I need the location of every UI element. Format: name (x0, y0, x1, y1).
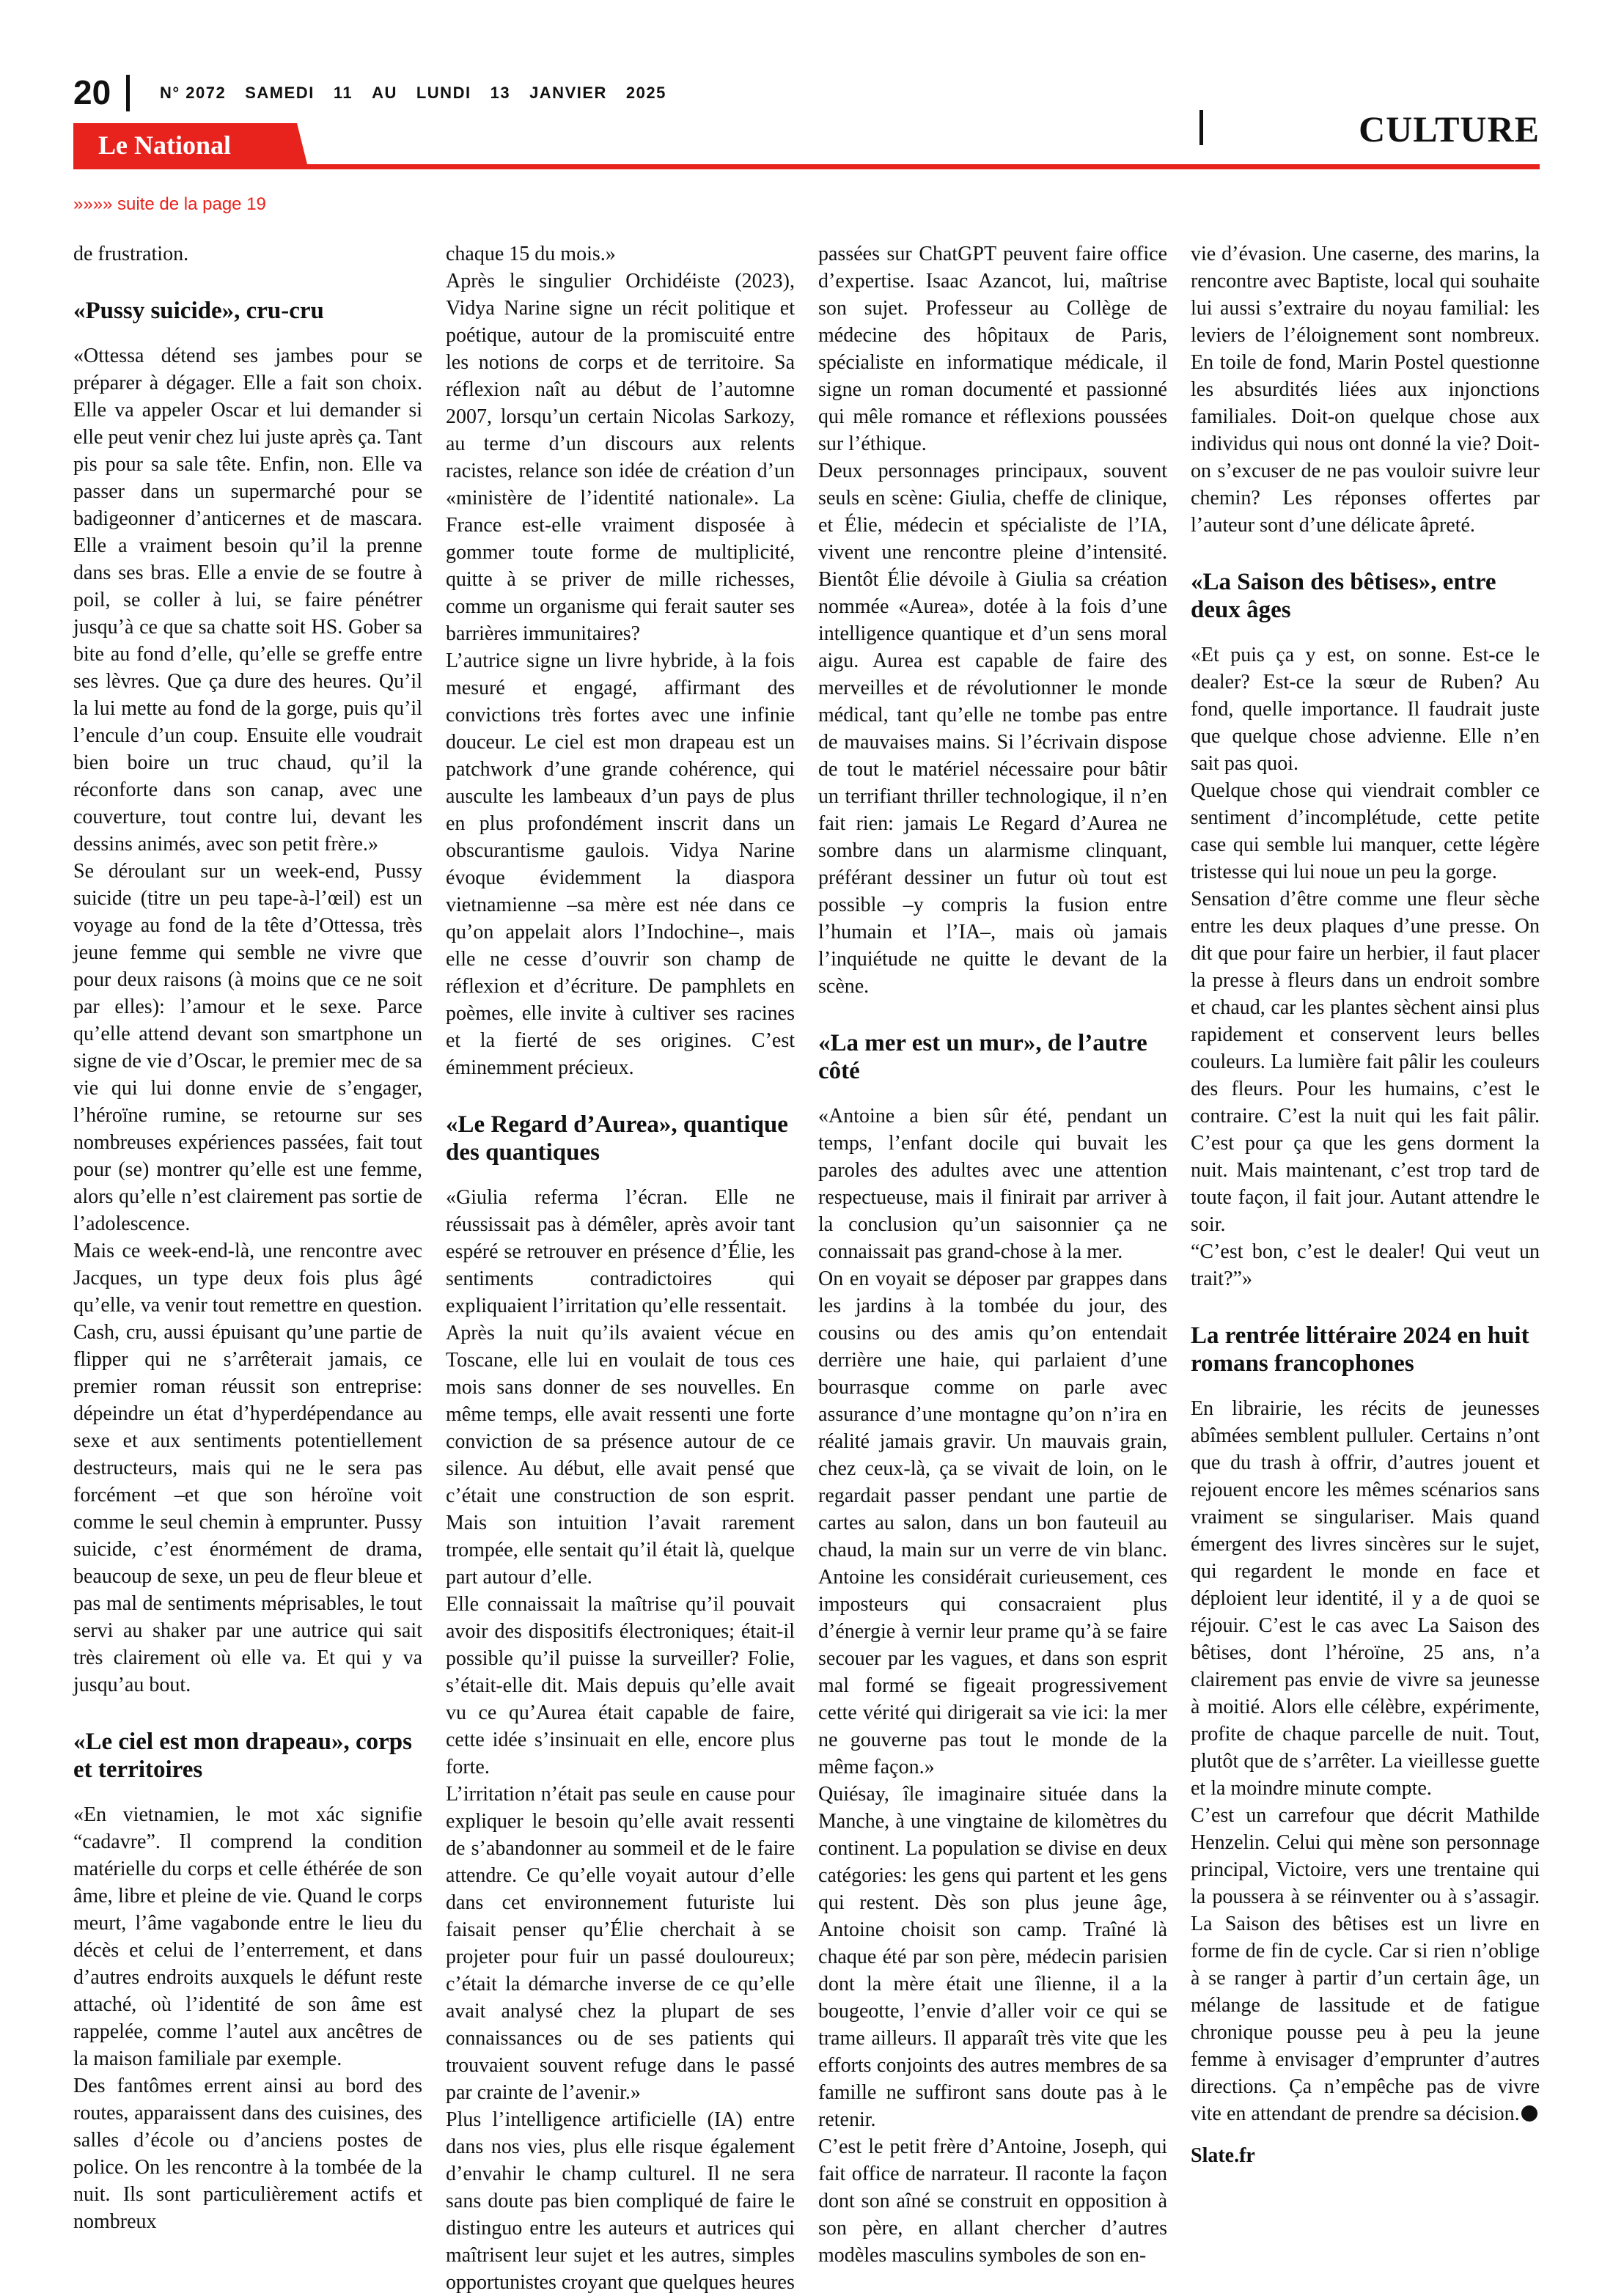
paragraph: vie d’évasion. Une caserne, des marins, la rencontre avec Baptiste, local qui souhaite lui aussi s’extraire du noyau familial: les leviers de l’éloignement sont nombreux. En toile de fond, Marin Postel questionne les absurdités liées aux injonctions familiales. Doit-on quelque chose aux individus qui nous ont donné la vie? Doit-on s’excuser de ne pas vouloir suivre leur chemin? Les réponses offertes par l’auteur sont d’une délicate âpreté. (1191, 243, 1540, 537)
issue-date-line (160, 82, 686, 104)
paragraph: L’irritation n’était pas seule en cause pour expliquer le besoin qu’elle avait ressenti de s’abandonner au sommeil et de le faire attendre. Ce qu’elle voyait autour d’elle dans cet environnement futuriste lui faisait penser qu’Élie cherchait à se projeter pour fuir un passé douloureux; c’était la démarche inverse de ce qu’elle avait analysé chez la plupart de ses connaissances ou de ses patients qui trouvaient souvent refuge dans le passé par crainte de l’avenir.» (446, 1783, 795, 2104)
paragraph: Quiésay, île imaginaire située dans la Manche, à une vingtaine de kilomètres du continent. La population se divise en deux catégories: les gens qui partent et les gens qui restent. Dès son plus jeune âge, Antoine choisit son camp. Traîné là chaque été par son père, médecin parisien dont la mère était une îlienne, il a la bougeotte, l’envie d’aller voir ce qui se trame ailleurs. Il apparaît très vite que les efforts conjoints des autres membres de sa famille ne suffiront sans doute pas à le retenir. (818, 1783, 1167, 2131)
paragraph: passées sur ChatGPT peuvent faire office d’expertise. Isaac Azancot, lui, maîtrise son sujet. Professeur au Collège de médecine des hôpitaux de Paris, spécialiste en informatique médicale, il signe un roman documenté et passionné qui mêle romance et réflexions poussées sur l’éthique. (818, 243, 1167, 455)
paragraph: chaque 15 du mois.» (446, 243, 616, 265)
brand-name: Le National (98, 130, 232, 160)
paragraph: C’est le petit frère d’Antoine, Joseph, qui fait office de narrateur. Il raconte la façon dont son aîné se construit en opposition à son père, en allant chercher d’autres modèles masculins symboles de son en- (818, 2135, 1167, 2267)
paragraph-text: C’est un carrefour que décrit Mathilde Henzelin. Celui qui mène son personnage principal, Victoire, vers une trentaine qui la poussera à se réinventer ou à s’assagir. La Saison des bêtises est un livre en forme de fin de cycle. Car si rien n’oblige à se ranger à partir d’un certain âge, un mélange de lassitude et de fatigue chronique pousse peu à peu la jeune femme à envisager d’emprunter d’autres directions. Ça n’empêche pas de vivre vite en attendant de prendre sa décision. (1191, 1804, 1540, 2125)
paragraph: Quelque chose qui viendrait combler ce sentiment d’incomplétude, cette petite case qui semble lui manquer, cette légère tristesse qui lui noue un peu la gorge. (1191, 779, 1540, 883)
continued-from: »»»» suite de la page 19 (73, 194, 266, 214)
paragraph: “C’est bon, c’est le dealer! Qui veut un trait?”» (1191, 1240, 1540, 1290)
paragraph-last (1191, 1802, 1540, 2127)
paragraph: Après le singulier Orchidéiste (2023), Vidya Narine signe un récit politique et poétique, autour de la promiscuité entre les notions de corps et de territoire. Sa réflexion naît au début de l’automne 2007, lorsqu’un certain Nicolas Sarkozy, au terme d’un discours aux relents racistes, relance son idée de création d’un «ministère de l’identité nationale». La France est-elle vraiment disposée à gommer toute forme de multiplicité, quitte à se priver de mille richesses, comme un organisme qui ferait sauter ses barrières immunitaires? (446, 270, 795, 645)
column-4 (1191, 240, 1540, 2167)
review-heading: «Le ciel est mon drapeau», corps et territoires (73, 1729, 412, 1783)
paragraph: Cash, cru, aussi épuisant qu’une partie de flipper qui ne s’arrêterait jamais, ce premier roman réussit son entreprise: dépeindre un état d’hyperdépendance au sexe et aux sentiments potentiellement destructeurs, mais qui ne le sera pas forcément –et que son héroïne voit comme le seul chemin à emprunter. Pussy suicide, c’est énormément de drama, beaucoup de sexe, un peu de fleur bleue et pas mal de sentiments méprisables, le tout servi au shaker par une autrice qui sait très clairement où elle va. Et qui y va jusqu’au bout. (73, 1321, 422, 1696)
source-credit: Slate.fr (1191, 2144, 1255, 2167)
review-heading: «Pussy suicide», cru-cru (73, 298, 324, 324)
date-part: 13 (490, 84, 511, 102)
paragraph: On en voyait se déposer par grappes dans les jardins à la tombée du jour, des cousins ou des amis qu’on entendait derrière une haie, qui parlaient d’une bourrasque comme on parle avec assurance d’une montagne qu’on n’ira en réalité jamais gravir. Un mauvais grain, chez ceux-là, ça se vivait de loin, on le regardait passer pendant une partie de cartes au salon, dans un bon fauteuil au chaud, la main sur un verre de vin blanc. Antoine les considérait curieusement, ces imposteurs qui consacraient plus d’énergie à vernir leur prame qu’à se faire secouer par les vagues, et dans son esprit mal formé se figeait progressivement cette vérité qui dirigerait sa vie ici: la mer ne gouverne pas tout le monde de la même façon.» (818, 1267, 1167, 1778)
review-heading: «Le Regard d’Aurea», quantique des quantiques (446, 1111, 788, 1166)
paragraph: Deux personnages principaux, souvent seuls en scène: Giulia, cheffe de clinique, et Élie, médecin et spécialiste de l’IA, vivent une rencontre pleine d’intensité. Bientôt Élie dévoile à Giulia sa création nommée «Aurea», dotée à la fois d’une intelligence quantique et d’un sens moral aigu. Aurea est capable de faire des merveilles et de révolutionner le monde médical, tant qu’elle ne tombe pas entre de mauvaises mains. Si l’écrivain dispose de tout le matériel nécessaire pour bâtir un terrifiant thriller technologique, il n’en fait rien: jamais Le Regard d’Aurea ne sombre dans un alarmisme clinquant, préférant dessiner un futur où tout est possible –y compris la fusion entre l’humain et l’IA–, mais où jamais l’inquiétude ne quitte le devant de la scène. (818, 460, 1167, 998)
date-part: LUNDI (416, 84, 471, 102)
paragraph: En librairie, les récits de jeunesses abîmées semblent pulluler. Certains n’ont que du trash à offrir, d’autres jouent et rejouent encore les mêmes scénarios sans vraiment se singulariser. Mais quand émergent des livres sincères sur le sujet, qui regardent le monde en face et déploient leur identité, il y a de quoi se réjouir. C’est le cas avec La Saison des bêtises, dont l’héroïne, 25 ans, n’a clairement pas envie de vivre sa jeunesse à moitié. Alors elle célèbre, expérimente, profite de chaque parcelle de nuit. Tout, plutôt que de s’arrêter. La vieillesse guette et la moindre minute compte. (1191, 1397, 1540, 1800)
paragraph: «En vietnamien, le mot xác signifie “cadavre”. Il comprend la condition matérielle du corps et celle éthérée de son âme, libre et pleine de vie. Quand le corps meurt, l’âme vagabonde entre le lieu du décès et celui de l’enterrement, et dans d’autres endroits auxquels le défunt reste attaché, où l’identité de son âme est rappelée, comme l’autel aux ancêtres de la maison familiale par exemple. (73, 1803, 422, 2070)
paragraph: Après la nuit qu’ils avaient vécue en Toscane, elle lui en voulait de tous ces mois sans donner de ses nouvelles. En même temps, elle avait ressenti une forte conviction de sa présence autour de ce silence. Au début, elle avait pensé que c’était une construction de son esprit. Mais son intuition l’avait rarement trompée, elle sentait qu’il était là, quelque part autour d’elle. (446, 1322, 795, 1589)
section-divider (1199, 110, 1203, 145)
issue-number: N° 2072 (160, 84, 227, 102)
column-2 (446, 240, 795, 2294)
paragraph: Mais ce week-end-là, une rencontre avec Jacques, un type deux fois plus âgé qu’elle, va venir tout remettre en question. (73, 1240, 422, 1317)
paragraph: Sensation d’être comme une fleur sèche entre les deux plaques d’une presse. On dit que pour faire un herbier, il faut placer la presse à fleurs dans un endroit sombre et chaud, car les plantes sèchent ainsi plus rapidement et conservent leurs belles couleurs. La lumière fait pâlir les couleurs des fleurs. Pour les humains, c’est le contraire. C’est la nuit qui les fait pâlir. C’est pour ça que les gens dorment la nuit. Mais maintenant, c’est trop tard de toute façon, il fait jour. Autant attendre le soir. (1191, 888, 1540, 1236)
review-heading: «La mer est un mur», de l’autre côté (818, 1030, 1147, 1084)
date-part: JANVIER (529, 84, 607, 102)
date-part: AU (372, 84, 397, 102)
paragraph: de frustration. (73, 243, 189, 265)
date-part: 2025 (625, 84, 666, 102)
paragraph: Elle connaissait la maîtrise qu’il pouvait avoir des dispositifs électroniques; était-il possible qu’il puisse la surveiller? Folie, s’était-elle dit. Mais depuis qu’elle avait vu ce qu’Aurea était capable de faire, cette idée s’insinuait en elle, encore plus forte. (446, 1593, 795, 1778)
end-of-article-icon (1521, 2105, 1537, 2122)
column-3 (818, 240, 1167, 2267)
paragraph: «Ottessa détend ses jambes pour se préparer à dégager. Elle a fait son choix. Elle va appeler Oscar et lui demander si elle peut venir chez lui juste après ça. Tant pis pour sa sale tête. Enfin, non. Elle va passer dans un supermarché pour se badigeonner d’anticernes et de mascara. Elle a vraiment besoin qu’il la prenne dans ses bras. Elle a envie de se foutre à poil, se coller à lui, se faire pénétrer jusqu’à ce que sa chatte soit HS. Gober sa bite au fond d’elle, qu’elle se greffe entre ses lèvres. Que ça dure des heures. Qu’il la lui mette au fond de la gorge, puis qu’il l’encule d’un coup. Ensuite elle voudrait bien boire un truc chaud, qu’il la réconforte dans son canap, avec une couverture, tout contre lui, devant les dessins animés, avec son petit frère.» (73, 345, 422, 856)
date-part: SAMEDI (245, 84, 315, 102)
section-title: CULTURE (1359, 108, 1540, 150)
date-part: 11 (333, 84, 353, 102)
paragraph: «Et puis ça y est, on sonne. Est-ce le dealer? Est-ce la sœur de Ruben? Au fond, quelle importance. Il faudrait juste que quelque chose advienne. Elle n’en sait pas quoi. (1191, 644, 1540, 775)
masthead (73, 70, 1540, 114)
paragraph: Se déroulant sur un week-end, Pussy suicide (titre un peu tape-à-l’œil) est un voyage au fond de la tête d’Ottessa, très jeune femme qui semble ne vivre que pour deux raisons (à moins que ce ne soit par elles): l’amour et le sexe. Parce qu’elle attend devant son smartphone un signe de vie d’Oscar, le premier mec de sa vie qui lui donne envie de s’engager, l’héroïne rumine, se retourne sur ses nombreuses expériences passées, fait tout pour (se) montrer qu’elle est une femme, alors qu’elle n’est clairement pas sortie de l’adolescence. (73, 860, 422, 1235)
column-1 (73, 240, 422, 2233)
review-heading: La rentrée littéraire 2024 en huit romans francophones (1191, 1322, 1529, 1377)
brand-tab (73, 123, 308, 167)
review-heading: «La Saison des bêtises», entre deux âges (1191, 569, 1496, 623)
paragraph: «Giulia referma l’écran. Elle ne réussissait pas à démêler, après avoir tant espéré se retrouver en présence d’Élie, les sentiments contradictoires qui expliquaient l’irritation qu’elle ressentait. (446, 1186, 795, 1317)
paragraph: «Antoine a bien sûr été, pendant un temps, l’enfant docile qui buvait les paroles des adultes avec une attention respectueuse, mais il finirait par arriver à la conclusion qu’un saisonnier ça ne connaissait pas grand-chose à la mer. (818, 1105, 1167, 1263)
page-number-divider (126, 75, 130, 111)
paragraph: Plus l’intelligence artificielle (IA) entre dans nos vies, plus elle risque également d’envahir le champ culturel. Il ne sera sans doute pas bien compliqué de faire le distinguo entre les auteurs et autrices qui maîtrisent leur sujet et les autres, simples opportunistes croyant que quelques heures (446, 2108, 795, 2294)
paragraph: Des fantômes errent ainsi au bord des routes, apparaissent dans des cuisines, des salles d’école ou d’anciens postes de police. On les rencontre à la tombée de la nuit. Ils sont particulièrement actifs et nombreux (73, 2075, 422, 2233)
paragraph: L’autrice signe un livre hybride, à la fois mesuré et engagé, affirmant des convictions très fortes avec une infinie douceur. Le ciel est mon drapeau est un patchwork d’une grande cohérence, qui ausculte les lambeaux d’un pays de plus en plus profondément inscrit dans un obscurantisme gaulois. Vidya Narine évoque évidemment la diaspora vietnamienne –sa mère est née dans ce qu’on appelait alors l’Indochine–, mais elle ne cesse d’ouvrir son champ de réflexion et d’écriture. De pamphlets en poèmes, elle invite à cultiver ses racines et la fierté de ses origines. C’est éminemment précieux. (446, 650, 795, 1079)
page-number: 20 (73, 73, 111, 111)
header-rule (73, 164, 1540, 169)
